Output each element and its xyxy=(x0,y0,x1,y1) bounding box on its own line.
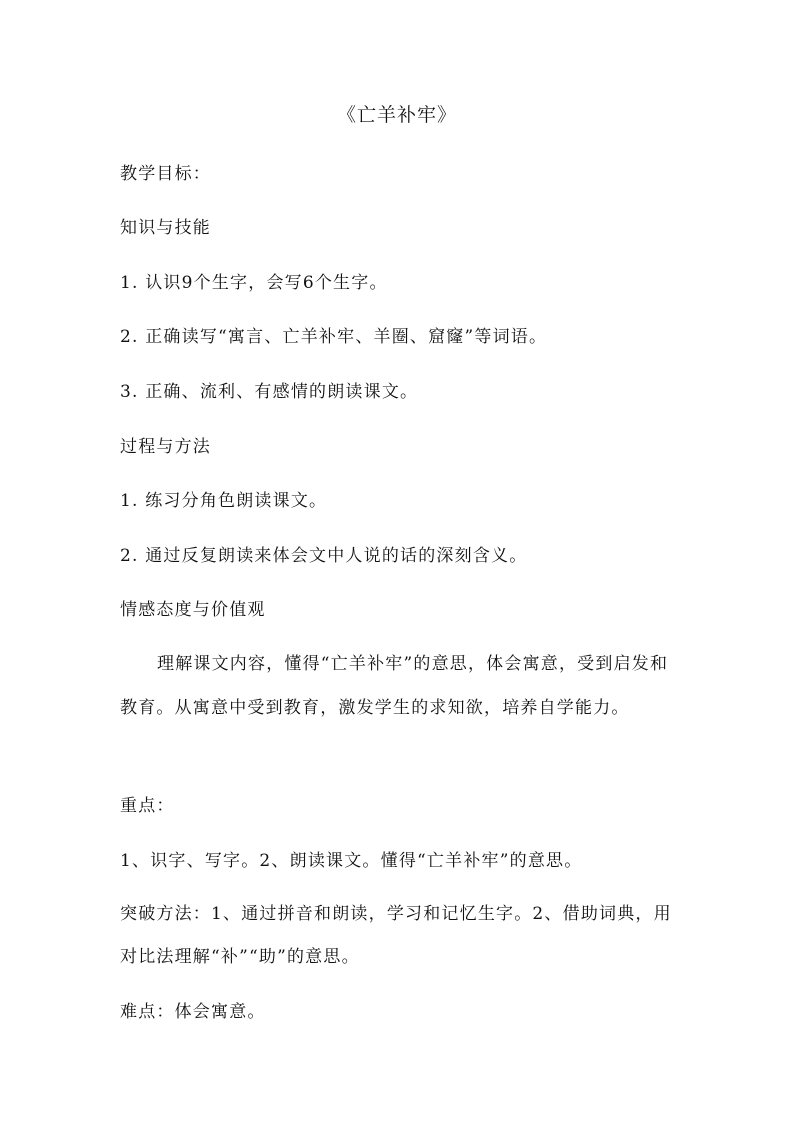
difficulty-points: 难点：体会寓意。 xyxy=(120,1002,266,1022)
breakthrough-methods: 突破方法：1、通过拼音和朗读，学习和记忆生字。2、借助词典，用对比法理解“补”“助”的意思。 xyxy=(120,904,672,967)
heading-key-points: 重点： xyxy=(120,796,175,816)
emotion-paragraph: 理解课文内容，懂得“亡羊补牢”的意思，体会寓意，受到启发和教育。从寓意中受到教育，激发学生的求知欲，培养自学能力。 xyxy=(120,654,669,718)
section-emotion-values: 情感态度与价值观 xyxy=(120,600,266,620)
heading-teaching-goals: 教学目标： xyxy=(120,164,211,184)
section-process-methods: 过程与方法 xyxy=(120,437,211,457)
document-title: 《亡羊补牢》 xyxy=(336,104,457,126)
process-item-1: 1. 练习分角色朗读课文。 xyxy=(120,491,328,511)
knowledge-item-2: 2. 正确读写“寓言、亡羊补牢、羊圈、窟窿”等词语。 xyxy=(120,327,548,347)
knowledge-item-1: 1. 认识9个生字，会写6个生字。 xyxy=(120,273,388,293)
process-item-2: 2. 通过反复朗读来体会文中人说的话的深刻含义。 xyxy=(120,546,528,566)
key-points-content: 1、识字、写字。2、朗读课文。懂得“亡羊补牢”的意思。 xyxy=(120,851,583,871)
section-knowledge-skills: 知识与技能 xyxy=(120,218,211,238)
knowledge-item-3: 3. 正确、流利、有感情的朗读课文。 xyxy=(120,382,419,402)
